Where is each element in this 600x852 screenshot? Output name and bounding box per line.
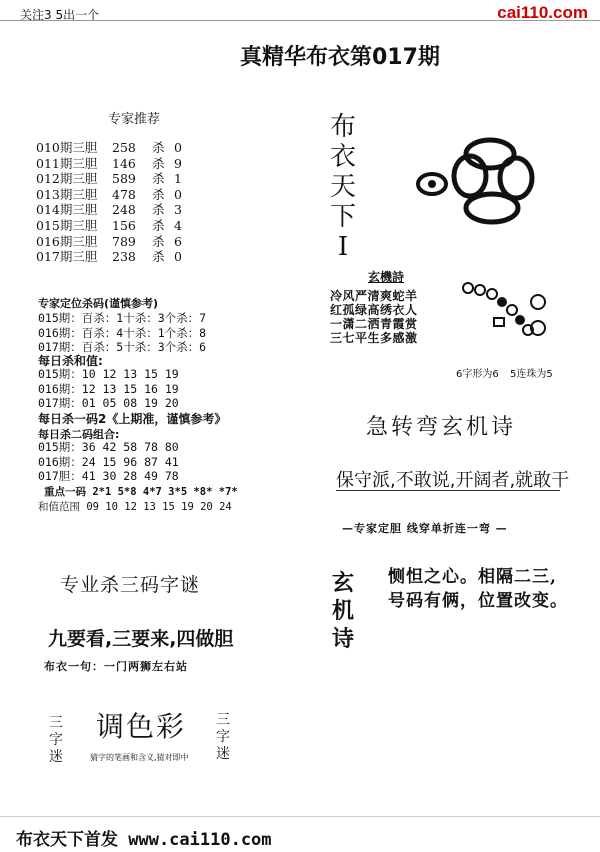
dan-row: 016期三胆 789 杀 6 [36,233,182,249]
xuanji-line: 号码有俩，位置改变。 [388,591,568,611]
dan-row: 010期三胆 258 杀 0 [36,140,182,155]
riddle-word: 调色彩 [96,710,187,743]
vertical-char: 玄 [331,571,354,596]
budan-hint: 布衣一句：一门两狮左右站 [44,660,188,673]
header-note: 关注3 5出一个 [20,8,100,22]
one-code-heading: 每日杀一码2《上期准，谨慎参考》 [38,412,227,426]
page-title: 真精华布衣第017期 [240,45,440,70]
position-kill-heading: 专家定位杀码(谨慎参考) [38,297,159,310]
dan-row: 014期三胆 248 杀 3 [36,202,182,218]
poem-line: 冷风严清爽蛇羊 [330,289,418,303]
vertical-char: 字 [49,732,63,748]
vertical-char: 衣 [329,142,356,172]
poem-line: 三七平生多感激 [330,331,418,345]
dan-row: 013期三胆 478 杀 0 [36,186,182,202]
list-item: 017期：01 05 08 19 20 [38,396,179,410]
figure-note: 5连珠为5 [510,369,553,380]
sum-range-line: 和值范围 09 10 12 13 15 19 20 24 [38,501,232,513]
footer-text[interactable]: 布衣天下首发 www.cai110.com [16,830,272,850]
list-item: 016期：百杀：4十杀：1个杀：8 [38,325,207,340]
poem-box [330,268,442,345]
riddle-underline [336,490,560,491]
list-item: 016期：24 15 96 87 41 [38,454,179,469]
dan-row: 011期三胆 146 杀 9 [36,155,182,171]
vertical-char: 字 [216,729,230,745]
vertical-char: 布 [329,112,356,142]
vertical-char: 迷 [216,746,230,762]
expert-dan-list [36,140,182,265]
vertical-char: 迷 [49,749,63,765]
ovals-figure [412,132,552,232]
expert-dan-banner: —专家定胆 线穿单折连一弯 — [342,522,508,535]
vertical-char: 三 [49,715,63,731]
two-code-list [38,440,179,484]
vertical-char: I [337,232,349,262]
dan-row: 015期三胆 156 杀 4 [36,217,182,233]
footer-divider [0,816,600,817]
list-item: 015期：百杀：1十杀：3个杀：7 [38,311,207,325]
list-item: 017胆：41 30 28 49 78 [38,469,179,483]
expert-heading: 专家推荐 [108,112,161,127]
budan-vertical-title [326,112,360,262]
three-char-riddle-label [48,715,64,766]
poem-title: 玄機詩 [367,270,404,284]
sum-kill-heading: 每日杀和值: [38,354,103,368]
riddle-heading: 急转弯玄机诗 [366,415,517,440]
dan-row: 012期三胆 589 杀 1 [36,171,182,187]
vertical-char: 诗 [331,627,354,652]
beads-figure [460,280,550,350]
sum-kill-list [38,367,179,411]
site-logo[interactable]: cai110.com [497,3,588,22]
riddle-text: 九要看,三要来,四做胆 [48,628,234,650]
riddle-title: 专业杀三码字谜 [60,574,201,596]
header-divider [0,20,600,21]
vertical-char: 三 [216,712,230,728]
riddle-note: 猜字的笔画和含义,猜对即中 [90,753,189,762]
list-item: 015期：36 42 58 78 80 [38,440,179,454]
three-char-riddle-label [215,712,231,763]
vertical-char: 机 [331,599,354,624]
position-kill-list [38,311,206,355]
list-item: 015期：10 12 13 15 19 [38,367,179,381]
xuanji-line: 恻怛之心。相隔二三, [388,567,557,587]
xuanji-vertical [328,570,358,654]
key-code-line: 重点一码 2*1 5*8 4*7 3*5 *8* *7* [44,486,238,498]
list-item: 017期：百杀：5十杀：3个杀：6 [38,340,207,354]
dan-row: 017期三胆 238 杀 0 [36,249,182,265]
riddle-line: 保守派,不敢说,开阔者,就敢干 [336,470,570,491]
vertical-char: 下 [329,202,356,232]
vertical-char: 天 [329,172,356,202]
list-item: 016期：12 13 15 16 19 [38,381,179,396]
poem-line: 红孤绿高绣衣人 [330,303,418,317]
figure-note: 6字形为6 [456,369,499,380]
two-code-heading: 每日杀二码组合: [38,428,120,441]
poem-line: 一潇二洒青霞赏 [330,317,418,331]
